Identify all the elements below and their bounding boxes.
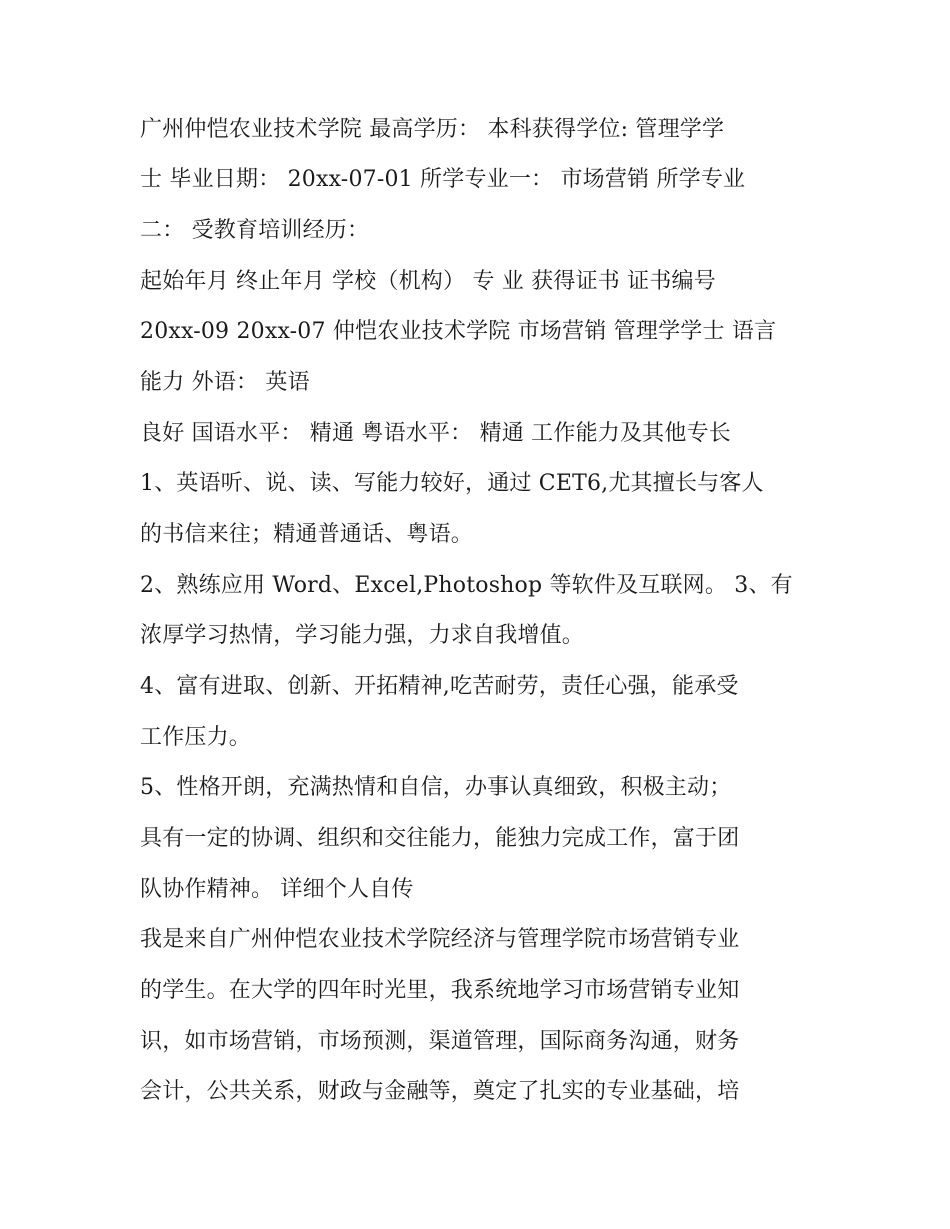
text-line: 的书信来往；精通普通话、粤语。 <box>140 522 474 547</box>
text-line: 能力 外语： 英语 <box>140 370 310 395</box>
text-line: 二： 受教育培训经历： <box>140 218 370 243</box>
text-line: 队协作精神。 详细个人自传 <box>140 877 414 902</box>
text-line: 我是来自广州仲恺农业技术学院经济与管理学院市场营销专业 <box>140 927 740 952</box>
text-line: 1、英语听、说、读、写能力较好，通过 CET6,尤其擅长与客人 <box>140 471 764 496</box>
text-line: 识，如市场营销，市场预测，渠道管理，国际商务沟通，财务 <box>140 1029 740 1054</box>
text-line: 5、性格开朗，充满热情和自信，办事认真细致，积极主动； <box>140 775 732 800</box>
text-line: 广州仲恺农业技术学院 最高学历： 本科获得学位: 管理学学 <box>140 117 725 142</box>
text-line: 20xx-09 20xx-07 仲恺农业技术学院 市场营销 管理学学士 语言 <box>140 319 777 344</box>
text-line: 良好 国语水平： 精通 粤语水平： 精通 工作能力及其他专长 <box>140 421 731 446</box>
text-line: 士 毕业日期： 20xx-07-01 所学专业一： 市场营销 所学专业 <box>140 167 746 192</box>
text-line: 工作压力。 <box>140 725 252 750</box>
text-line: 会计，公共关系，财政与金融等，奠定了扎实的专业基础，培 <box>140 1079 740 1104</box>
text-line: 具有一定的协调、组织和交往能力，能独力完成工作，富于团 <box>140 826 740 851</box>
text-line: 的学生。在大学的四年时光里，我系统地学习市场营销专业知 <box>140 978 740 1003</box>
text-line: 浓厚学习热情，学习能力强，力求自我增值。 <box>140 623 585 648</box>
text-line: 2、熟练应用 Word、Excel,Photoshop 等软件及互联网。 3、有 <box>140 573 793 598</box>
text-line: 起始年月 终止年月 学校（机构） 专 业 获得证书 证书编号 <box>140 269 716 294</box>
text-line: 4、富有进取、创新、开拓精神,吃苦耐劳，责任心强，能承受 <box>140 674 739 699</box>
